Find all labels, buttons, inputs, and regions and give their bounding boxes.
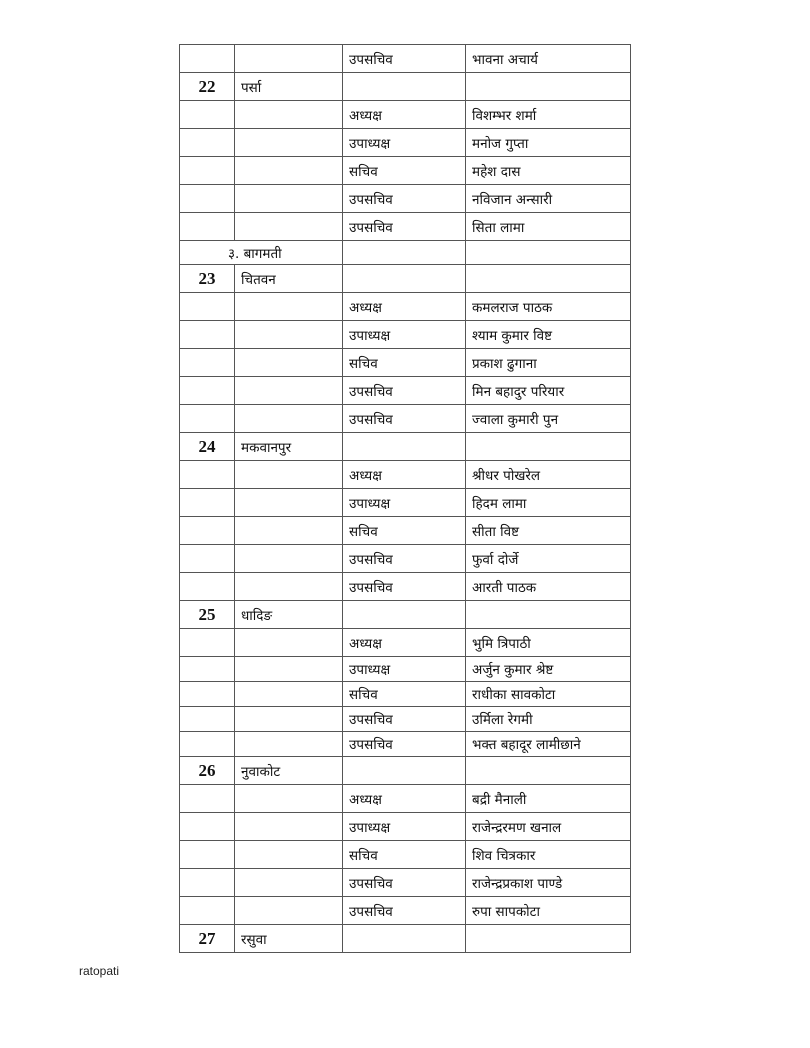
district-cell: [235, 785, 343, 813]
role-cell: उपाध्यक्ष: [343, 489, 466, 517]
role-cell: अध्यक्ष: [343, 293, 466, 321]
member-name-cell: महेश दास: [466, 157, 631, 185]
member-row: [180, 732, 631, 757]
district-cell: [235, 897, 343, 925]
district-cell: [235, 489, 343, 517]
role-cell: सचिव: [343, 841, 466, 869]
member-name-cell: भक्त बहादूर लामीछाने: [466, 732, 631, 757]
role-cell: उपाध्यक्ष: [343, 321, 466, 349]
member-name-cell: कमलराज पाठक: [466, 293, 631, 321]
district-cell: [235, 185, 343, 213]
member-name-cell: मनोज गुप्ता: [466, 129, 631, 157]
member-name-cell: नविजान अन्सारी: [466, 185, 631, 213]
role-cell: [343, 241, 466, 265]
district-cell: [235, 377, 343, 405]
member-name-cell: श्याम कुमार विष्ट: [466, 321, 631, 349]
serial-cell: [180, 785, 235, 813]
member-row: [180, 377, 631, 405]
member-name-cell: विशम्भर शर्मा: [466, 101, 631, 129]
member-name-cell: राजेन्द्ररमण खनाल: [466, 813, 631, 841]
member-name-cell: आरती पाठक: [466, 573, 631, 601]
member-row: [180, 405, 631, 433]
district-cell: [235, 707, 343, 732]
district-cell: [235, 517, 343, 545]
district-number: 27: [180, 925, 235, 953]
member-name-cell: राधीका सावकोटा: [466, 682, 631, 707]
district-cell: [235, 45, 343, 73]
district-cell: [235, 813, 343, 841]
serial-cell: [180, 461, 235, 489]
serial-cell: [180, 405, 235, 433]
member-row: [180, 321, 631, 349]
serial-cell: [180, 321, 235, 349]
serial-cell: [180, 349, 235, 377]
role-cell: उपसचिव: [343, 897, 466, 925]
member-row: [180, 707, 631, 732]
member-name-cell: [466, 265, 631, 293]
serial-cell: [180, 213, 235, 241]
member-row: [180, 785, 631, 813]
role-cell: उपसचिव: [343, 869, 466, 897]
district-number: 24: [180, 433, 235, 461]
member-row: [180, 813, 631, 841]
province-row: [180, 241, 631, 265]
district-row: [180, 601, 631, 629]
member-name-cell: [466, 757, 631, 785]
role-cell: उपसचिव: [343, 45, 466, 73]
member-name-cell: प्रकाश ढुगाना: [466, 349, 631, 377]
role-cell: अध्यक्ष: [343, 461, 466, 489]
serial-cell: [180, 657, 235, 682]
district-name: पर्सा: [235, 73, 343, 101]
serial-cell: [180, 293, 235, 321]
member-name-cell: बद्री मैनाली: [466, 785, 631, 813]
member-row: [180, 682, 631, 707]
district-row: [180, 925, 631, 953]
member-name-cell: अर्जुन कुमार श्रेष्ट: [466, 657, 631, 682]
serial-cell: [180, 629, 235, 657]
role-cell: अध्यक्ष: [343, 629, 466, 657]
serial-cell: [180, 682, 235, 707]
role-cell: उपसचिव: [343, 732, 466, 757]
serial-cell: [180, 573, 235, 601]
member-name-cell: [466, 241, 631, 265]
district-cell: [235, 657, 343, 682]
member-row: [180, 185, 631, 213]
member-row: [180, 841, 631, 869]
serial-cell: [180, 101, 235, 129]
member-name-cell: रुपा सापकोटा: [466, 897, 631, 925]
member-name-cell: हिदम लामा: [466, 489, 631, 517]
role-cell: [343, 757, 466, 785]
role-cell: सचिव: [343, 682, 466, 707]
district-name: चितवन: [235, 265, 343, 293]
committee-table-body: [180, 45, 631, 953]
district-number: 25: [180, 601, 235, 629]
role-cell: अध्यक्ष: [343, 101, 466, 129]
role-cell: उपसचिव: [343, 707, 466, 732]
district-name: मकवानपुर: [235, 433, 343, 461]
role-cell: [343, 433, 466, 461]
district-cell: [235, 101, 343, 129]
role-cell: उपाध्यक्ष: [343, 657, 466, 682]
district-row: [180, 433, 631, 461]
member-name-cell: [466, 73, 631, 101]
serial-cell: [180, 129, 235, 157]
district-cell: [235, 213, 343, 241]
district-name: नुवाकोट: [235, 757, 343, 785]
member-row: [180, 489, 631, 517]
district-row: [180, 757, 631, 785]
district-cell: [235, 573, 343, 601]
member-row: [180, 545, 631, 573]
role-cell: सचिव: [343, 517, 466, 545]
role-cell: [343, 601, 466, 629]
serial-cell: [180, 545, 235, 573]
serial-cell: [180, 813, 235, 841]
district-row: [180, 265, 631, 293]
member-name-cell: भुमि त्रिपाठी: [466, 629, 631, 657]
district-cell: [235, 321, 343, 349]
footer-source: ratopati: [79, 964, 120, 978]
role-cell: [343, 73, 466, 101]
district-cell: [235, 293, 343, 321]
district-cell: [235, 157, 343, 185]
district-cell: [235, 682, 343, 707]
role-cell: अध्यक्ष: [343, 785, 466, 813]
district-name: धादिङ: [235, 601, 343, 629]
district-number: 23: [180, 265, 235, 293]
serial-cell: [180, 897, 235, 925]
member-name-cell: [466, 925, 631, 953]
member-row: [180, 869, 631, 897]
member-row: [180, 293, 631, 321]
role-cell: [343, 925, 466, 953]
serial-cell: [180, 707, 235, 732]
role-cell: उपसचिव: [343, 377, 466, 405]
member-row: [180, 129, 631, 157]
member-row: [180, 573, 631, 601]
district-name: रसुवा: [235, 925, 343, 953]
role-cell: उपसचिव: [343, 185, 466, 213]
member-row: [180, 213, 631, 241]
district-cell: [235, 629, 343, 657]
serial-cell: [180, 377, 235, 405]
district-cell: [235, 129, 343, 157]
serial-cell: [180, 45, 235, 73]
member-name-cell: ज्वाला कुमारी पुन: [466, 405, 631, 433]
serial-cell: [180, 869, 235, 897]
serial-cell: [180, 157, 235, 185]
serial-cell: [180, 185, 235, 213]
role-cell: उपाध्यक्ष: [343, 813, 466, 841]
district-number: 26: [180, 757, 235, 785]
member-name-cell: श्रीधर पोखरेल: [466, 461, 631, 489]
district-cell: [235, 461, 343, 489]
member-row: [180, 101, 631, 129]
member-name-cell: सिता लामा: [466, 213, 631, 241]
member-row: [180, 157, 631, 185]
role-cell: सचिव: [343, 157, 466, 185]
member-row: [180, 461, 631, 489]
role-cell: उपसचिव: [343, 213, 466, 241]
member-name-cell: भावना अचार्य: [466, 45, 631, 73]
member-name-cell: [466, 601, 631, 629]
role-cell: सचिव: [343, 349, 466, 377]
role-cell: उपसचिव: [343, 573, 466, 601]
serial-cell: [180, 841, 235, 869]
member-row: [180, 517, 631, 545]
district-cell: [235, 841, 343, 869]
member-row: [180, 657, 631, 682]
serial-cell: [180, 732, 235, 757]
role-cell: उपाध्यक्ष: [343, 129, 466, 157]
member-name-cell: सीता विष्ट: [466, 517, 631, 545]
member-row: [180, 629, 631, 657]
member-row: [180, 349, 631, 377]
district-cell: [235, 869, 343, 897]
district-cell: [235, 732, 343, 757]
province-label: ३. बागमती: [180, 241, 343, 265]
member-name-cell: राजेन्द्रप्रकाश पाण्डे: [466, 869, 631, 897]
role-cell: [343, 265, 466, 293]
member-name-cell: फुर्वा दोर्जे: [466, 545, 631, 573]
member-row: [180, 45, 631, 73]
serial-cell: [180, 489, 235, 517]
committee-table: [179, 44, 631, 953]
member-name-cell: मिन बहादुर परियार: [466, 377, 631, 405]
district-number: 22: [180, 73, 235, 101]
district-row: [180, 73, 631, 101]
member-row: [180, 897, 631, 925]
member-name-cell: उर्मिला रेगमी: [466, 707, 631, 732]
serial-cell: [180, 517, 235, 545]
district-cell: [235, 545, 343, 573]
district-cell: [235, 405, 343, 433]
district-cell: [235, 349, 343, 377]
member-name-cell: [466, 433, 631, 461]
role-cell: उपसचिव: [343, 545, 466, 573]
member-name-cell: शिव चित्रकार: [466, 841, 631, 869]
role-cell: उपसचिव: [343, 405, 466, 433]
